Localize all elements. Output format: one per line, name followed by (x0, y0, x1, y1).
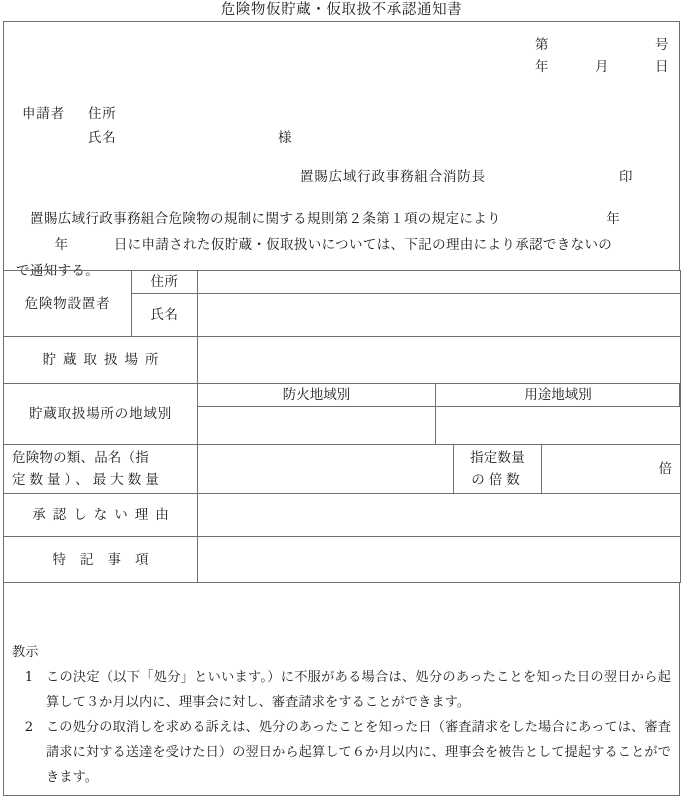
installer-name-label: 氏名 (132, 294, 198, 337)
document-number-label: 第 (535, 37, 549, 53)
applicant-label: 申請者 (22, 106, 65, 122)
body-line-1-year: 年 (606, 211, 621, 227)
body-line-2-year: 年 (54, 237, 69, 253)
designated-quantity-label-line2: の倍数 (471, 472, 524, 488)
body-line-1 (16, 206, 673, 232)
page-title: 危険物仮貯蔵・仮取扱不承認通知書 (220, 2, 463, 18)
use-zone-value[interactable] (436, 407, 681, 445)
instruction-item-1-text: この決定（以下「処分」といいます。）に不服がある場合は、処分のあったことを知った日の翌日から起算して３か月以内に、理事会に対し、審査請求をすることができます。 (46, 670, 671, 710)
table-row-installer-address (4, 271, 681, 294)
table-row-hazard-quantity (4, 445, 681, 494)
header-section (4, 22, 681, 279)
applicant-name-label: 氏名 (88, 130, 117, 146)
document-date-line (499, 56, 669, 78)
hazard-class-value[interactable] (198, 445, 454, 494)
table-row-area-headers (4, 384, 681, 407)
table-row-remarks (4, 537, 681, 583)
designated-quantity-label-line1: 指定数量 (470, 450, 525, 466)
hazard-class-label-line2: 定数量）、最大数量 (12, 472, 163, 488)
instruction-item-1-number: 1 (24, 670, 34, 685)
table-row-storage-place (4, 337, 681, 384)
installer-address-label: 住所 (132, 271, 198, 294)
fire-zone-value[interactable] (198, 407, 436, 445)
designated-quantity-label (454, 445, 542, 494)
fire-zone-header: 防火地域別 (198, 384, 436, 407)
seal-mark: 印 (619, 169, 634, 185)
date-month-label: 月 (595, 59, 609, 75)
instructions-heading: 教示 (12, 645, 39, 660)
date-year-label: 年 (535, 59, 549, 75)
storage-place-label: 貯蔵取扱場所 (4, 337, 198, 384)
hazard-class-label (4, 445, 198, 494)
reason-label: 承認しない理由 (4, 494, 198, 537)
applicant-name-row (22, 126, 292, 150)
document-number-line (499, 34, 669, 56)
reason-value[interactable] (198, 494, 681, 537)
applicant-address-label: 住所 (88, 106, 117, 122)
storage-place-value[interactable] (198, 337, 681, 384)
issuer-name: 置賜広域行政事務組合消防長 (300, 169, 486, 185)
body-line-3-main: で通知する。 (16, 263, 100, 279)
remarks-value[interactable] (198, 537, 681, 583)
instructions-section (4, 634, 681, 790)
instruction-item-1 (12, 665, 671, 715)
form-frame (3, 21, 680, 796)
body-line-2 (16, 232, 673, 258)
area-label: 貯蔵取扱場所の地域別 (4, 384, 198, 445)
applicant-block (22, 102, 292, 150)
multiple-unit: 倍 (658, 461, 672, 477)
table-row-reason (4, 494, 681, 537)
applicant-address-row (22, 102, 292, 126)
document-number-unit: 号 (655, 37, 669, 53)
installer-address-value[interactable] (198, 271, 681, 294)
applicant-row-spacer (22, 126, 88, 150)
body-line-2-main: 日に申請された仮貯蔵・仮取扱いについては、下記の理由により承認できないの (113, 237, 613, 253)
instruction-item-2 (12, 715, 671, 790)
instruction-item-2-number: 2 (24, 720, 34, 735)
applicant-honorific: 様 (278, 130, 293, 146)
form-table (3, 270, 681, 583)
remarks-label: 特記事項 (4, 537, 198, 583)
instruction-item-2-text: この処分の取消しを求める訴えは、処分のあったことを知った日（審査請求をした場合にあっては、審査請求に対する送達を受けた日）の翌日から起算して６か月以内に、理事会を被告として提起することができます。 (46, 720, 671, 785)
designated-quantity-value[interactable] (542, 445, 681, 494)
installer-label: 危険物設置者 (4, 271, 132, 337)
body-line-1-main: 置賜広域行政事務組合危険物の規制に関する規則第２条第１項の規定により (30, 211, 501, 227)
date-day-label: 日 (655, 59, 669, 75)
installer-name-value[interactable] (198, 294, 681, 337)
use-zone-header: 用途地域別 (436, 384, 681, 407)
hazard-class-label-line1: 危険物の類、品名（指 (12, 450, 149, 466)
